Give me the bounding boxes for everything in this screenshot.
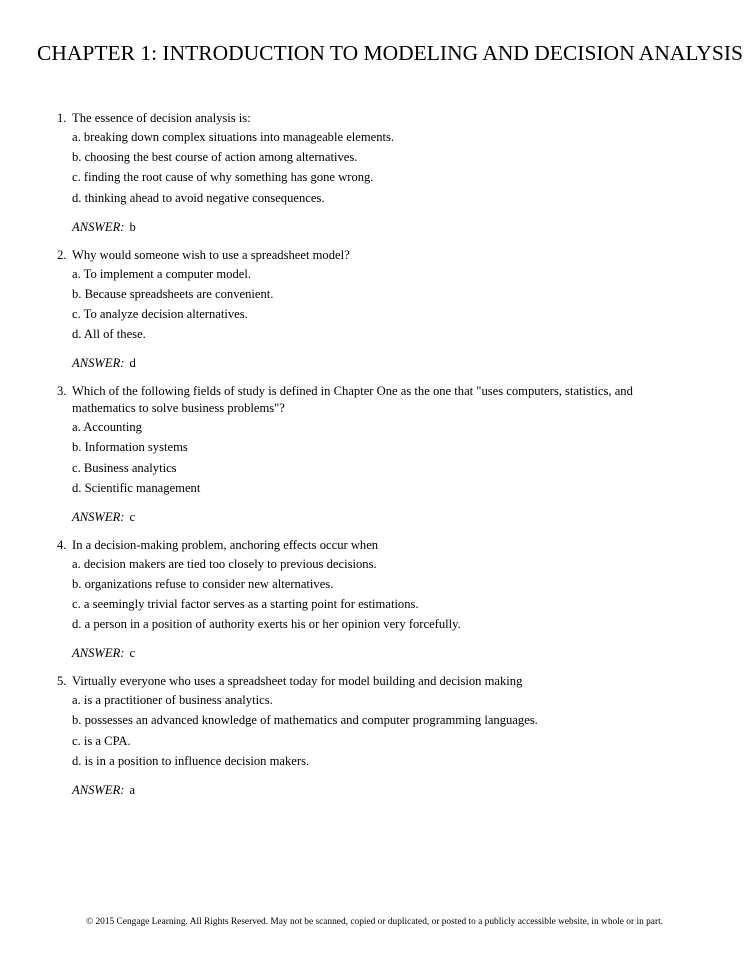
option-b: b. Because spreadsheets are convenient. bbox=[72, 286, 274, 301]
question-stem bbox=[57, 247, 697, 264]
question-stem bbox=[57, 537, 697, 554]
question-text: Why would someone wish to use a spreadsheet model? bbox=[72, 247, 350, 262]
option-a: a. is a practitioner of business analytics. bbox=[72, 693, 273, 708]
option-d: d. All of these. bbox=[72, 327, 146, 342]
answer-row bbox=[57, 645, 697, 662]
option-b: b. choosing the best course of action among alternatives. bbox=[72, 150, 358, 165]
answer-options bbox=[57, 692, 697, 770]
question-stem bbox=[57, 110, 697, 127]
answer-label: ANSWER: bbox=[72, 219, 125, 234]
option-d: d. thinking ahead to avoid negative consequences. bbox=[72, 190, 325, 205]
answer-options bbox=[57, 556, 697, 634]
question-number: 1. bbox=[57, 111, 67, 125]
option-d: d. Scientific management bbox=[72, 480, 201, 495]
question-stem bbox=[57, 673, 697, 690]
option-a: a. To implement a computer model. bbox=[72, 266, 251, 281]
copyright-footer: © 2015 Cengage Learning. All Rights Reserved. May not be scanned, copied or duplicated, or posted to a publicly accessible website, in whole or in part. bbox=[85, 917, 664, 927]
option-c: c. To analyze decision alternatives. bbox=[72, 306, 248, 321]
answer-value: c bbox=[129, 646, 136, 661]
answer-row bbox=[57, 219, 697, 236]
question-text: In a decision-making problem, anchoring effects occur when bbox=[72, 537, 379, 552]
answer-label: ANSWER: bbox=[72, 356, 125, 371]
answer-value: b bbox=[129, 219, 136, 234]
answer-value: c bbox=[129, 509, 136, 524]
option-a: a. Accounting bbox=[72, 420, 142, 435]
question-4 bbox=[57, 537, 697, 663]
answer-value: d bbox=[129, 356, 136, 371]
option-b: b. Information systems bbox=[72, 440, 188, 455]
answer-label: ANSWER: bbox=[72, 782, 125, 797]
question-number: 5. bbox=[57, 674, 67, 689]
answer-row bbox=[57, 782, 697, 799]
option-c: c. a seemingly trivial factor serves as a starting point for estimations. bbox=[72, 597, 419, 612]
answer-value: a bbox=[129, 782, 136, 797]
answer-row bbox=[57, 509, 697, 526]
question-text: Virtually everyone who uses a spreadsheet today for model building and decision making bbox=[72, 674, 523, 689]
page-title: CHAPTER 1: INTRODUCTION TO MODELING AND DECISION ANALYSIS bbox=[37, 41, 743, 65]
answer-label: ANSWER: bbox=[72, 509, 125, 524]
question-text: The essence of decision analysis is: bbox=[72, 111, 251, 125]
question-number: 2. bbox=[57, 247, 67, 262]
question-2 bbox=[57, 247, 697, 373]
option-c: c. is a CPA. bbox=[72, 733, 131, 748]
option-d: d. is in a position to influence decision makers. bbox=[72, 753, 310, 768]
option-d: d. a person in a position of authority exerts his or her opinion very forcefully. bbox=[72, 617, 461, 632]
question-list bbox=[57, 110, 697, 810]
question-1 bbox=[57, 110, 697, 236]
answer-options bbox=[57, 129, 697, 207]
option-c: c. Business analytics bbox=[72, 460, 177, 475]
option-a: a. decision makers are tied too closely to previous decisions. bbox=[72, 556, 377, 571]
question-stem bbox=[57, 383, 697, 417]
answer-label: ANSWER: bbox=[72, 646, 125, 661]
question-number: 4. bbox=[57, 537, 67, 552]
option-b: b. possesses an advanced knowledge of mathematics and computer programming languages. bbox=[72, 713, 538, 728]
option-a: a. breaking down complex situations into manageable elements. bbox=[72, 130, 395, 144]
question-5 bbox=[57, 673, 697, 799]
answer-row bbox=[57, 355, 697, 372]
answer-options bbox=[57, 419, 697, 497]
question-3 bbox=[57, 383, 697, 526]
answer-options bbox=[57, 266, 697, 344]
option-c: c. finding the root cause of why something has gone wrong. bbox=[72, 170, 374, 185]
option-b: b. organizations refuse to consider new alternatives. bbox=[72, 576, 334, 591]
question-text: Which of the following fields of study is defined in Chapter One as the one that "uses computers, statistics, and mathematics to solve business problems"? bbox=[72, 384, 633, 416]
question-number: 3. bbox=[57, 384, 67, 399]
